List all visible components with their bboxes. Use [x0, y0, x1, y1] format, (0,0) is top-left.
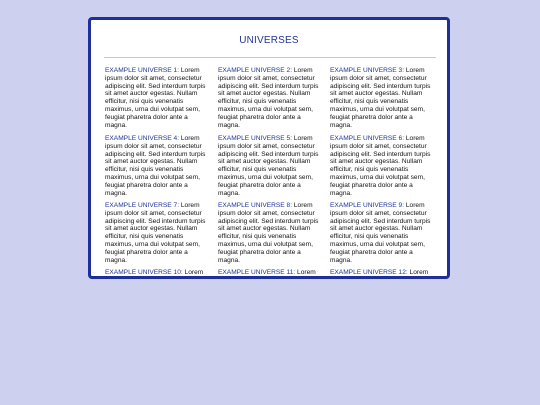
universe-label[interactable]: EXAMPLE UNIVERSE 12:	[330, 269, 408, 276]
universes-dialog	[88, 17, 450, 279]
universe-description: Lorem ipsum dolor sit amet, consectetur adipiscing elit. Sed interdum turpis sit amet auctor egestas. Nullam efficitur, nisi quis venenatis maximus, urna dui volutpat sem, feugiat pharetra dolor ante a magna.	[105, 202, 206, 264]
universe-description: Lorem	[184, 269, 204, 276]
universe-description: Lorem	[409, 269, 429, 276]
universe-description: Lorem ipsum dolor sit amet, consectetur adipiscing elit. Sed interdum turpis sit amet auctor egestas. Nullam efficitur, nisi quis venenatis maximus, urna dui volutpat sem, feugiat pharetra dolor ante a magna.	[218, 202, 319, 264]
universe-item[interactable]	[105, 202, 209, 264]
universe-label[interactable]: EXAMPLE UNIVERSE 4:	[105, 135, 180, 142]
universe-label[interactable]: EXAMPLE UNIVERSE 9:	[330, 202, 405, 209]
universe-label[interactable]: EXAMPLE UNIVERSE 5:	[218, 135, 293, 142]
universe-description: Lorem ipsum dolor sit amet, consectetur adipiscing elit. Sed interdum turpis sit amet auctor egestas. Nullam efficitur, nisi quis venenatis maximus, urna dui volutpat sem, feugiat pharetra dolor ante a magna.	[330, 135, 431, 197]
universe-item[interactable]	[330, 67, 434, 129]
universe-label[interactable]: EXAMPLE UNIVERSE 7:	[105, 202, 180, 209]
universe-label[interactable]: EXAMPLE UNIVERSE 10:	[105, 269, 183, 276]
universe-label[interactable]: EXAMPLE UNIVERSE 11:	[218, 269, 296, 276]
universe-item[interactable]	[218, 269, 322, 277]
universe-item[interactable]	[105, 135, 209, 197]
universe-item[interactable]	[218, 135, 322, 197]
universe-label[interactable]: EXAMPLE UNIVERSE 1:	[105, 67, 180, 74]
dialog-title: UNIVERSES	[239, 35, 299, 46]
universe-description: Lorem ipsum dolor sit amet, consectetur adipiscing elit. Sed interdum turpis sit amet auctor egestas. Nullam efficitur, nisi quis venenatis maximus, urna dui volutpat sem, feugiat pharetra dolor ante a magna.	[105, 67, 206, 129]
universe-label[interactable]: EXAMPLE UNIVERSE 2:	[218, 67, 293, 74]
universe-item[interactable]	[330, 202, 434, 264]
universe-label[interactable]: EXAMPLE UNIVERSE 3:	[330, 67, 405, 74]
universe-item[interactable]	[105, 269, 209, 277]
universe-description: Lorem ipsum dolor sit amet, consectetur adipiscing elit. Sed interdum turpis sit amet auctor egestas. Nullam efficitur, nisi quis venenatis maximus, urna dui volutpat sem, feugiat pharetra dolor ante a magna.	[330, 202, 431, 264]
title-divider	[104, 57, 436, 58]
universe-item[interactable]	[105, 67, 209, 129]
universe-description: Lorem ipsum dolor sit amet, consectetur adipiscing elit. Sed interdum turpis sit amet auctor egestas. Nullam efficitur, nisi quis venenatis maximus, urna dui volutpat sem, feugiat pharetra dolor ante a magna.	[218, 135, 319, 197]
universe-item[interactable]	[330, 135, 434, 197]
universe-label[interactable]: EXAMPLE UNIVERSE 8:	[218, 202, 293, 209]
universe-description: Lorem ipsum dolor sit amet, consectetur adipiscing elit. Sed interdum turpis sit amet auctor egestas. Nullam efficitur, nisi quis venenatis maximus, urna dui volutpat sem, feugiat pharetra dolor ante a magna.	[330, 67, 431, 129]
universe-description: Lorem ipsum dolor sit amet, consectetur adipiscing elit. Sed interdum turpis sit amet auctor egestas. Nullam efficitur, nisi quis venenatis maximus, urna dui volutpat sem, feugiat pharetra dolor ante a magna.	[105, 135, 206, 197]
universe-description: Lorem ipsum dolor sit amet, consectetur adipiscing elit. Sed interdum turpis sit amet auctor egestas. Nullam efficitur, nisi quis venenatis maximus, urna dui volutpat sem, feugiat pharetra dolor ante a magna.	[218, 67, 319, 129]
universe-item[interactable]	[218, 202, 322, 264]
universe-label[interactable]: EXAMPLE UNIVERSE 6:	[330, 135, 405, 142]
universe-description: Lorem	[297, 269, 316, 276]
universe-item[interactable]	[218, 67, 322, 129]
universe-item[interactable]	[330, 269, 434, 277]
